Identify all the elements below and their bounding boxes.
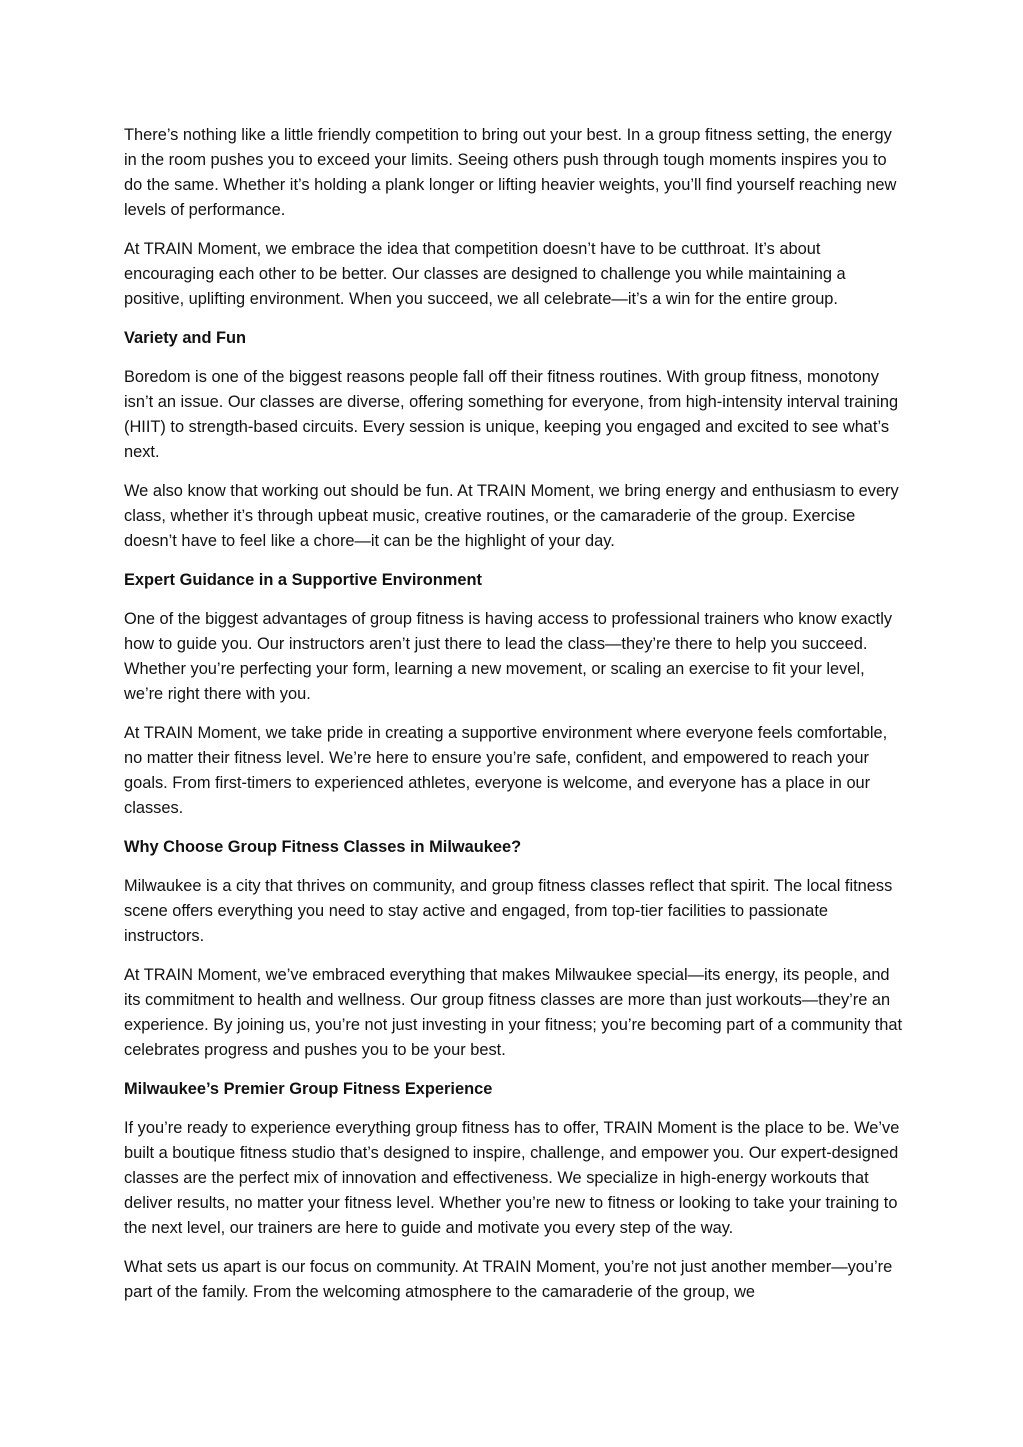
paragraph-professional-trainers: One of the biggest advantages of group fitness is having access to professional trainers who know exactly how to guide you. Our instructors aren’t just there to lead the class—they’re there to help you succeed. Whether you’re perfecting your form, learning a new movement, or scaling an exercise to fit your level, we’re right there with you. [124,610,893,703]
heading-variety-and-fun: Variety and Fun [124,329,247,347]
heading-why-choose-milwaukee: Why Choose Group Fitness Classes in Milwaukee? [124,838,522,856]
paragraph-milwaukee-community: Milwaukee is a city that thrives on community, and group fitness classes reflect that spirit. The local fitness scene offers everything you need to stay active and engaged, from top-tier facilities to passionate instructors. [124,877,893,945]
paragraph-ready-to-experience: If you’re ready to experience everything group fitness has to offer, TRAIN Moment is the place to be. We’ve built a boutique fitness studio that’s designed to inspire, challenge, and empower you. Our expert-designed classes are the perfect mix of innovation and effectiveness. We specialize in high-energy workouts that deliver results, no matter your fitness level. Whether you’re new to fitness or looking to take your training to the next level, our trainers are here to guide and motivate you every step of the way. [124,1119,900,1237]
document-body [124,123,904,1319]
paragraph-supportive-environment: At TRAIN Moment, we take pride in creating a supportive environment where everyone feels comfortable, no matter their fitness level. We’re here to ensure you’re safe, confident, and empowered to reach your goals. From first-timers to experienced athletes, everyone is welcome, and everyone has a place in our classes. [124,724,888,817]
heading-premier-experience: Milwaukee’s Premier Group Fitness Experience [124,1080,493,1098]
paragraph-embraced-milwaukee: At TRAIN Moment, we’ve embraced everything that makes Milwaukee special—its energy, its people, and its commitment to health and wellness. Our group fitness classes are more than just workouts—they’re an experience. By joining us, you’re not just investing in your fitness; you’re becoming part of a community that celebrates progress and pushes you to be your best. [124,966,903,1059]
paragraph-train-moment-competition: At TRAIN Moment, we embrace the idea that competition doesn’t have to be cutthroat. It’s about encouraging each other to be better. Our classes are designed to challenge you while maintaining a positive, uplifting environment. When you succeed, we all celebrate—it’s a win for the entire group. [124,240,846,308]
paragraph-sets-us-apart: What sets us apart is our focus on community. At TRAIN Moment, you’re not just another member—you’re part of the family. From the welcoming atmosphere to the camaraderie of the group, we [124,1258,893,1301]
paragraph-competition: There’s nothing like a little friendly competition to bring out your best. In a group fitness setting, the energy in the room pushes you to exceed your limits. Seeing others push through tough moments inspires you to do the same. Whether it’s holding a plank longer or lifting heavier weights, you’ll find yourself reaching new levels of performance. [124,126,897,219]
paragraph-working-out-fun: We also know that working out should be fun. At TRAIN Moment, we bring energy and enthusiasm to every class, whether it’s through upbeat music, creative routines, or the camaraderie of the group. Exercise doesn’t have to feel like a chore—it can be the highlight of your day. [124,482,899,550]
paragraph-boredom: Boredom is one of the biggest reasons people fall off their fitness routines. With group fitness, monotony isn’t an issue. Our classes are diverse, offering something for everyone, from high-intensity interval training (HIIT) to strength-based circuits. Every session is unique, keeping you engaged and excited to see what’s next. [124,368,899,461]
heading-expert-guidance: Expert Guidance in a Supportive Environment [124,571,482,589]
